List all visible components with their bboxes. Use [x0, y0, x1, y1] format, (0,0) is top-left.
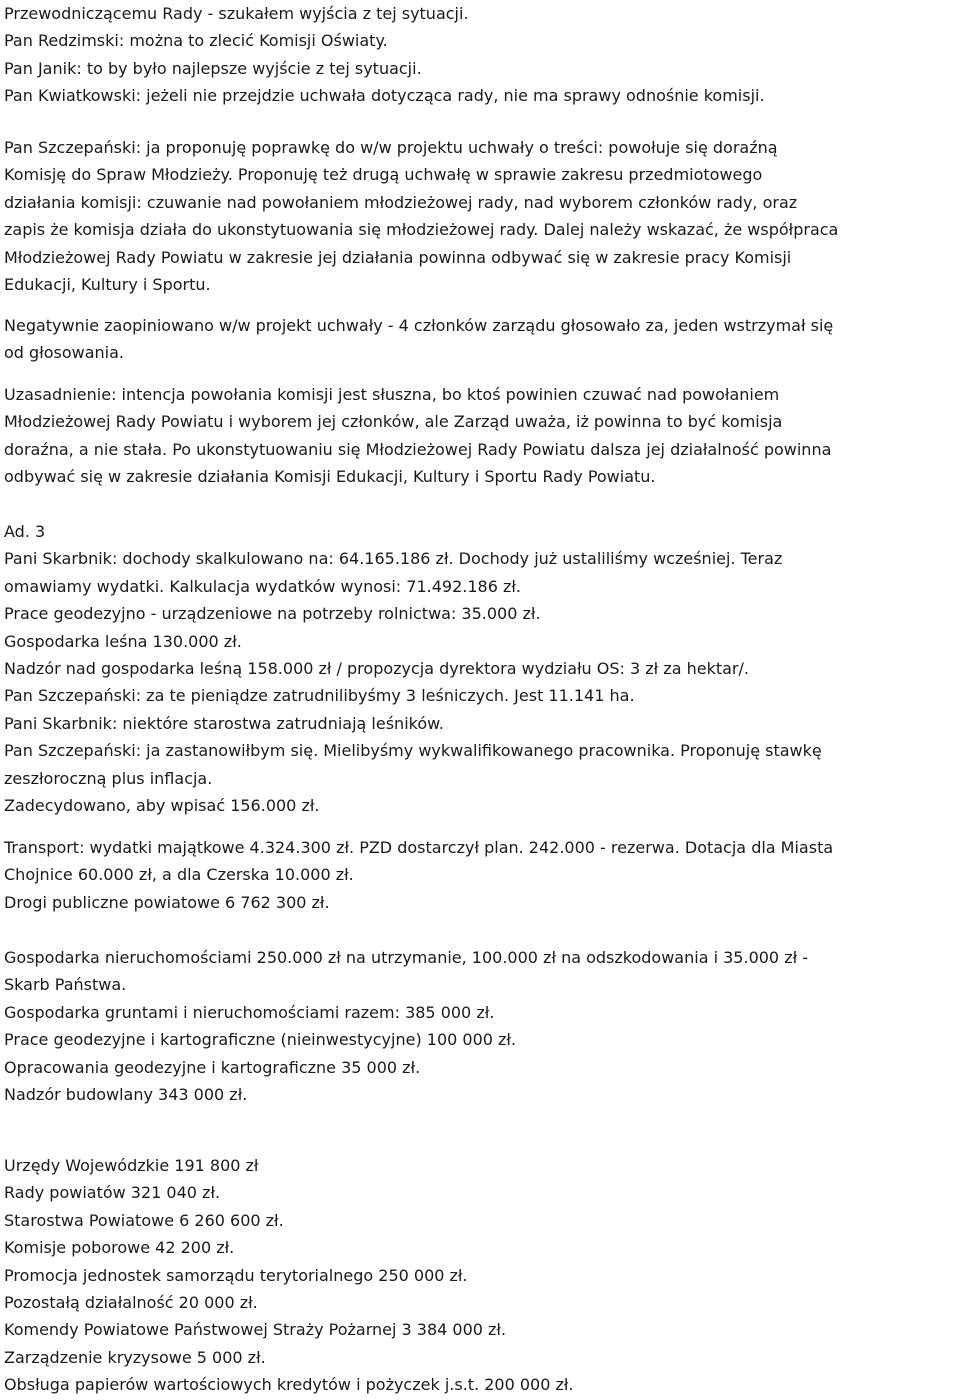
- text-line: Pan Janik: to by było najlepsze wyjście z tej sytuacji.: [4, 58, 422, 78]
- text-line: Chojnice 60.000 zł, a dla Czerska 10.000 zł.: [4, 865, 354, 885]
- text-line: Pan Kwiatkowski: jeżeli nie przejdzie uchwała dotycząca rady, nie ma sprawy odnośnie komisji.: [4, 86, 765, 106]
- text-line: zapis że komisja działa do ukonstytuowania się młodzieżowej rady. Dalej należy wskazać, że współpraca: [4, 220, 839, 240]
- admin-expenses-list: [4, 1152, 574, 1399]
- text-line: Prace geodezyjno - urządzeniowe na potrzeby rolnictwa: 35.000 zł.: [4, 604, 541, 624]
- list-item: Rady powiatów 321 040 zł.: [4, 1183, 221, 1203]
- justification-paragraph: [4, 381, 831, 491]
- text-line: od głosowania.: [4, 343, 125, 363]
- text-line: doraźna, a nie stała. Po ukonstytuowaniu się Młodzieżowej Rady Powiatu dalsza jej działalność powinna: [4, 439, 832, 459]
- text-line: Komisję do Spraw Młodzieży. Proponuję też drugą uchwałę w sprawie zakresu przedmiotowego: [4, 165, 763, 185]
- text-line: Uzasadnienie: intencja powołania komisji jest słuszna, bo ktoś powinien czuwać nad powołaniem: [4, 385, 780, 404]
- text-line: omawiamy wydatki. Kalkulacja wydatków wynosi: 71.492.186 zł.: [4, 576, 521, 596]
- text-line: Gospodarka leśna 130.000 zł.: [4, 631, 242, 651]
- text-line: Młodzieżowej Rady Powiatu i wyborem jej członków, ale Zarząd uważa, iż powinna to być komisja: [4, 412, 783, 432]
- text-line: Nadzór nad gospodarka leśną 158.000 zł / propozycja dyrektora wydziału OS: 3 zł za hektar/.: [4, 659, 749, 679]
- text-line: Transport: wydatki majątkowe 4.324.300 zł. PZD dostarczył plan. 242.000 - rezerwa. Dotacja dla Miasta: [4, 838, 834, 857]
- ad3-section: [4, 518, 822, 819]
- property-paragraph: [4, 944, 808, 1108]
- list-item: Komisje poborowe 42 200 zł.: [4, 1238, 235, 1258]
- text-line: Gospodarka gruntami i nieruchomościami razem: 385 000 zł.: [4, 1002, 495, 1022]
- section-heading: Ad. 3: [4, 522, 46, 541]
- list-item: Urzędy Wojewódzkie 191 800 zł: [4, 1156, 259, 1175]
- text-line: Pan Szczepański: ja proponuję poprawkę do w/w projektu uchwały o treści: powołuje się doraźną: [4, 138, 778, 157]
- text-line: Młodzieżowej Rady Powiatu w zakresie jej działania powinna odbywać się w zakresie pracy Komisji: [4, 247, 792, 267]
- list-item: Starostwa Powiatowe 6 260 600 zł.: [4, 1210, 284, 1230]
- intro-paragraph: [4, 0, 765, 110]
- text-line: Pan Szczepański: ja zastanowiłbym się. Mielibyśmy wykwalifikowanego pracownika. Proponuję stawkę: [4, 741, 822, 761]
- text-line: Pan Redzimski: można to zlecić Komisji Oświaty.: [4, 31, 388, 51]
- list-item: Obsługa papierów wartościowych kredytów i pożyczek j.s.t. 200 000 zł.: [4, 1375, 574, 1395]
- text-line: Drogi publiczne powiatowe 6 762 300 zł.: [4, 892, 330, 912]
- text-line: Pan Szczepański: za te pieniądze zatrudnilibyśmy 3 leśniczych. Jest 11.141 ha.: [4, 686, 635, 706]
- text-line: Skarb Państwa.: [4, 975, 127, 995]
- transport-paragraph: [4, 834, 833, 916]
- text-line: odbywać się w zakresie działania Komisji Edukacji, Kultury i Sportu Rady Powiatu.: [4, 467, 656, 487]
- text-line: Gospodarka nieruchomościami 250.000 zł na utrzymanie, 100.000 zł na odszkodowania i 35.000 zł -: [4, 948, 808, 967]
- text-line: Negatywnie zaopiniowano w/w projekt uchwały - 4 członków zarządu głosowało za, jeden wstrzymał się: [4, 316, 834, 335]
- text-line: Przewodniczącemu Rady - szukałem wyjścia z tej sytuacji.: [4, 4, 469, 23]
- proposal-paragraph: [4, 134, 838, 298]
- list-item: Pozostałą działalność 20 000 zł.: [4, 1293, 258, 1313]
- list-item: Promocja jednostek samorządu terytorialnego 250 000 zł.: [4, 1265, 468, 1285]
- text-line: Opracowania geodezyjne i kartograficzne 35 000 zł.: [4, 1057, 421, 1077]
- opinion-paragraph: [4, 312, 833, 367]
- text-line: zeszłoroczną plus inflacja.: [4, 768, 213, 788]
- text-line: Nadzór budowlany 343 000 zł.: [4, 1085, 248, 1105]
- text-line: Zadecydowano, aby wpisać 156.000 zł.: [4, 796, 320, 816]
- text-line: Prace geodezyjne i kartograficzne (nieinwestycyjne) 100 000 zł.: [4, 1030, 517, 1050]
- text-line: Pani Skarbnik: dochody skalkulowano na: 64.165.186 zł. Dochody już ustaliliśmy wcześniej. Teraz: [4, 549, 783, 569]
- list-item: Komendy Powiatowe Państwowej Straży Pożarnej 3 384 000 zł.: [4, 1320, 507, 1340]
- text-line: Edukacji, Kultury i Sportu.: [4, 275, 211, 295]
- text-line: działania komisji: czuwanie nad powołaniem młodzieżowej rady, nad wyborem członków rady, oraz: [4, 192, 798, 212]
- text-line: Pani Skarbnik: niektóre starostwa zatrudniają leśników.: [4, 713, 444, 733]
- list-item: Zarządzenie kryzysowe 5 000 zł.: [4, 1347, 266, 1367]
